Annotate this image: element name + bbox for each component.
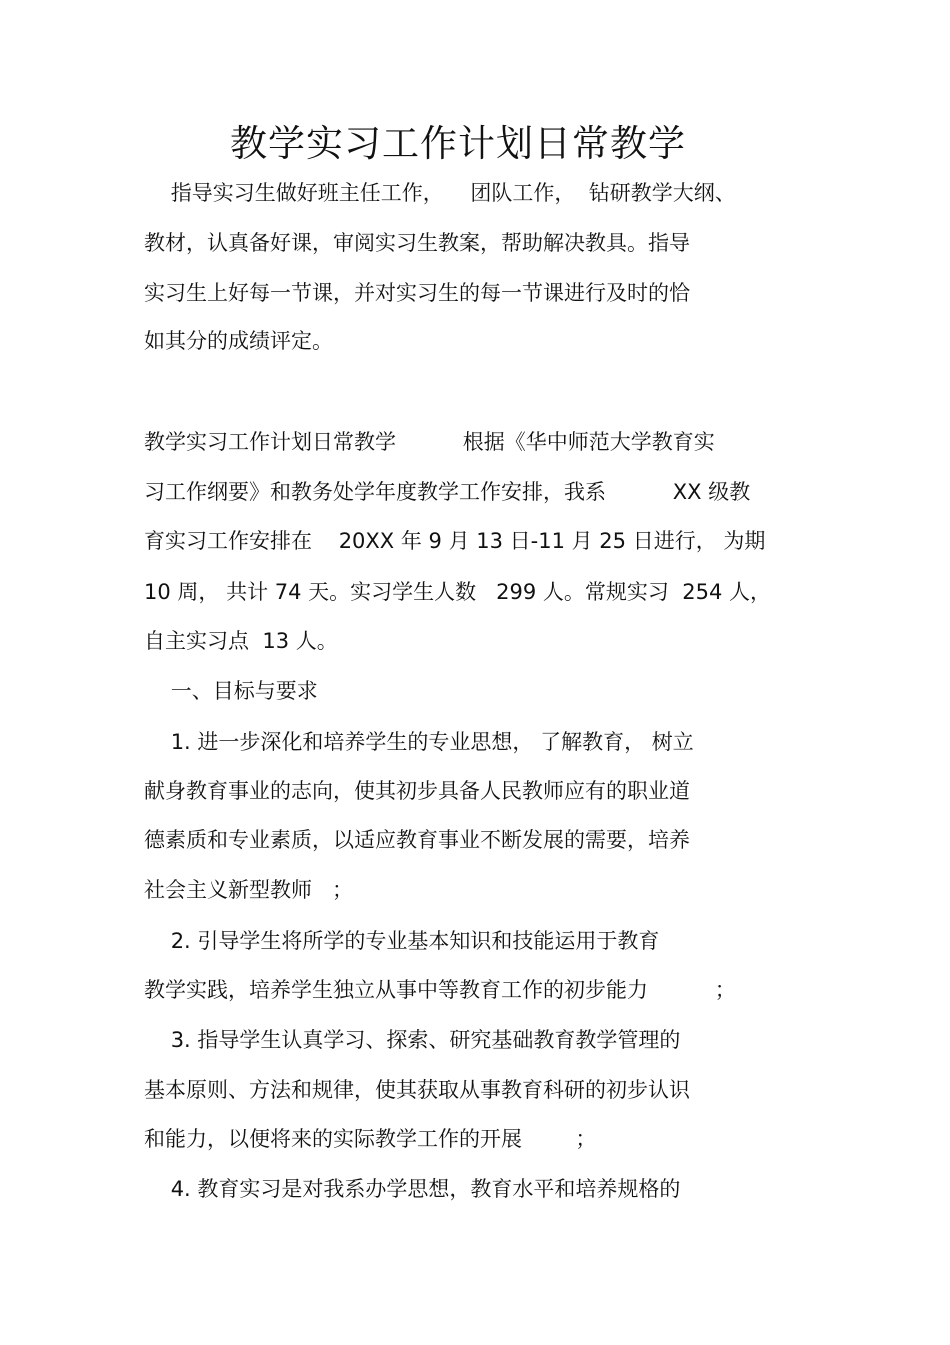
list-item-line: 和能力，以便将来的实际教学工作的开展 ；: [144, 1127, 597, 1151]
paragraph-line: 教材，认真备好课，审阅实习生教案，帮助解决教具。指导: [144, 231, 690, 255]
list-item-line: 教学实践，培养学生独立从事中等教育工作的初步能力 ；: [144, 978, 736, 1002]
paragraph-line: 如其分的成绩评定。: [144, 329, 333, 353]
list-item-line: 4. 教育实习是对我系办学思想，教育水平和培养规格的: [144, 1177, 681, 1201]
list-item-line: 2. 引导学生将所学的专业基本知识和技能运用于教育: [144, 929, 660, 953]
list-item-line: 基本原则、方法和规律，使其获取从事教育科研的初步认识: [144, 1078, 690, 1102]
list-item-line: 1. 进一步深化和培养学生的专业思想， 了解教育， 树立: [144, 730, 694, 754]
paragraph-line: 自主实习点 13 人。: [144, 629, 338, 653]
document-title: 教学实习工作计划日常教学: [230, 122, 686, 165]
paragraph-line: 10 周， 共计 74 天。实习学生人数 299 人。常规实习 254 人，: [144, 580, 772, 604]
paragraph-line: 实习生上好每一节课，并对实习生的每一节课进行及时的恰: [144, 281, 690, 305]
list-item-line: 3. 指导学生认真学习、探索、研究基础教育教学管理的: [144, 1028, 681, 1052]
paragraph-line: 育实习工作安排在 20XX 年 9 月 13 日-11 月 25 日进行， 为期: [144, 529, 766, 553]
paragraph-line: 教学实习工作计划日常教学 根据《华中师范大学教育实: [144, 430, 715, 454]
section-heading: 一、目标与要求: [144, 679, 318, 703]
list-item-line: 献身教育事业的志向，使其初步具备人民教师应有的职业道: [144, 779, 690, 803]
paragraph-line: 习工作纲要》和教务处学年度教学工作安排，我系 XX 级教: [144, 480, 751, 504]
list-item-line: 德素质和专业素质，以适应教育事业不断发展的需要，培养: [144, 828, 690, 852]
list-item-line: 社会主义新型教师 ；: [144, 878, 354, 902]
paragraph-line: 指导实习生做好班主任工作， 团队工作， 钻研教学大纲、: [144, 181, 736, 205]
